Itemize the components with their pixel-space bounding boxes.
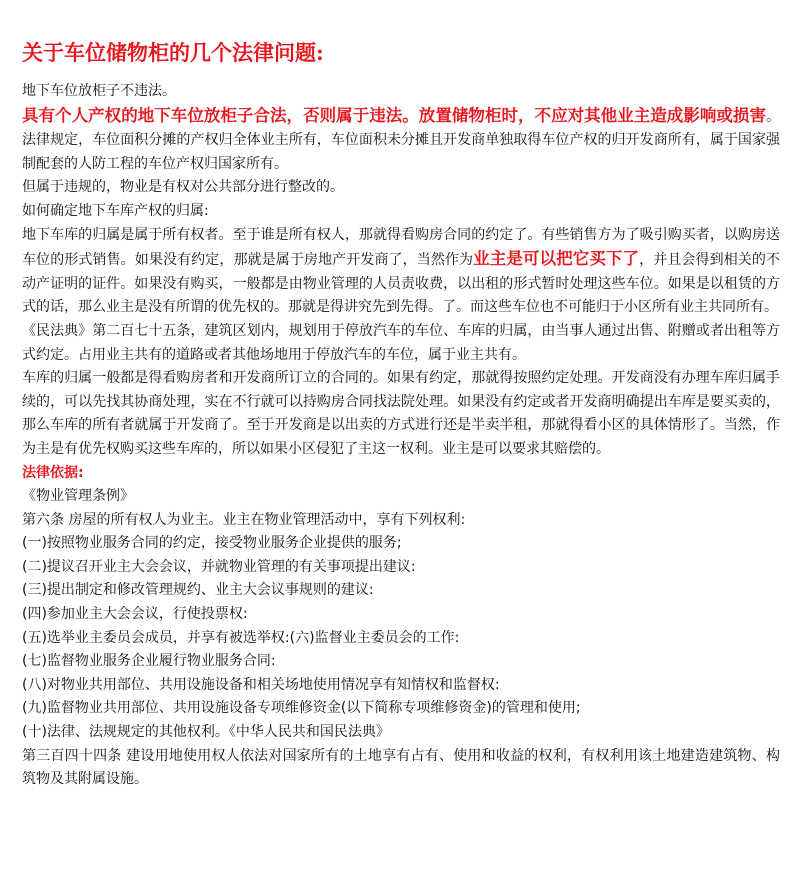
rights-item: (五)选举业主委员会成员，并享有被选举权:(六)监督业主委员会的工作:	[22, 629, 460, 646]
paragraph-5	[22, 224, 780, 320]
rights-item: (十)法律、法规规定的其他权利。《中华人民共和国民法典》	[22, 724, 390, 741]
paragraph-2	[22, 104, 780, 177]
rights-item: (四)参加业主大会会议，行使投票权:	[22, 606, 248, 623]
rights-item: (九)监督物业共用部位、共用设施设备专项维修资金(以下简称专项维修资金)的管理和使用;	[22, 700, 581, 717]
paragraph-1: 地下车位放柜子不违法。	[22, 83, 176, 99]
highlighted-phrase: 业主是可以把它买下了	[473, 249, 640, 269]
paragraph-5-text-after: ，并且会得到相关的不动产证明的证件。如果没有购买，一般都是由物业管理的人员责收费，以出租的形式暂时处理这些车位。如果是以租赁的方式的话，那么业主是没有所谓的优先权的。那就是得讲究先到先得。了。而这些车位也不可能归于小区所有业主共同所有。	[22, 252, 781, 316]
rights-item: (一)按照物业服务合同的约定，接受物业服务企业提供的服务;	[22, 535, 402, 552]
paragraph-5-text-before: 地下车库的归属是属于所有权者。至于谁是所有权人，那就得看购房合同的约定了。有些销售方为了吸引购买者，以购房送车位的形式销售。如果没有约定，那就是属于房地产开发商了，当然作为	[22, 226, 780, 269]
highlighted-statement: 具有个人产权的地下车位放柜子合法，否则属于违法。放置储物柜时，不应对其他业主造成影响或损害	[22, 105, 766, 125]
rights-item: (八)对物业共用部位、共用设施设备和相关场地使用情况享有知情权和监督权:	[22, 676, 500, 693]
paragraph-civil-code: 《民法典》第二百七十五条，建筑区划内，规划用于停放汽车的车位、车库的归属，由当事人通过出售、附赠或者出租等方式约定。占用业主共有的道路或者其他场地用于停放汽车的车位，属于业主共有。	[22, 322, 780, 363]
paragraph-2-text: 。法律规定，车位面积分摊的产权归全体业主所有，车位面积未分摊且开发商单独取得车位产权的归开发商所有，属于国家强制配套的人防工程的车位产权归国家所有。	[22, 108, 780, 172]
rights-item: (三)提出制定和修改管理规约、业主大会议事规则的建议:	[22, 582, 374, 599]
rights-item: (七)监督物业服务企业履行物业服务合同:	[22, 653, 276, 670]
article-344: 第三百四十四条 建设用地使用权人依法对国家所有的土地享有占有、使用和收益的权利，有权利用该土地建造建筑物、构筑物及其附属设施。	[22, 747, 780, 788]
legal-basis-heading: 法律依据:	[22, 464, 84, 481]
paragraph-4: 如何确定地下车库产权的归属:	[22, 202, 209, 219]
rights-item: (二)提议召开业主大会会议，并就物业管理的有关事项提出建议:	[22, 558, 416, 575]
paragraph-7: 车库的归属一般都是得看购房者和开发商所订立的合同的。如果有约定，那就得按照约定处理。开发商没有办理车库归属手续的，可以先找其协商处理，实在不行就可以持购房合同找法院处理。如果没有约定或者开发商明确提出车库是要买卖的，那么车库的所有者就属于开发商了。至于开发商是以出卖的方式进行还是半卖半租，那就得看小区的具体情形了。当然，作为主是有优先权购买这些车库的，所以如果小区侵犯了主这一权利。业主是可以要求其赔偿的。	[22, 370, 780, 457]
regulation-title: 《物业管理条例》	[22, 488, 134, 505]
article-6: 第六条 房屋的所有权人为业主。业主在物业管理活动中，享有下列权利:	[22, 511, 466, 528]
paragraph-3: 但属于违规的，物业是有权对公共部分进行整改的。	[22, 179, 344, 196]
page-title: 关于车位储物柜的几个法律问题:	[22, 40, 324, 65]
document-body	[22, 38, 780, 792]
